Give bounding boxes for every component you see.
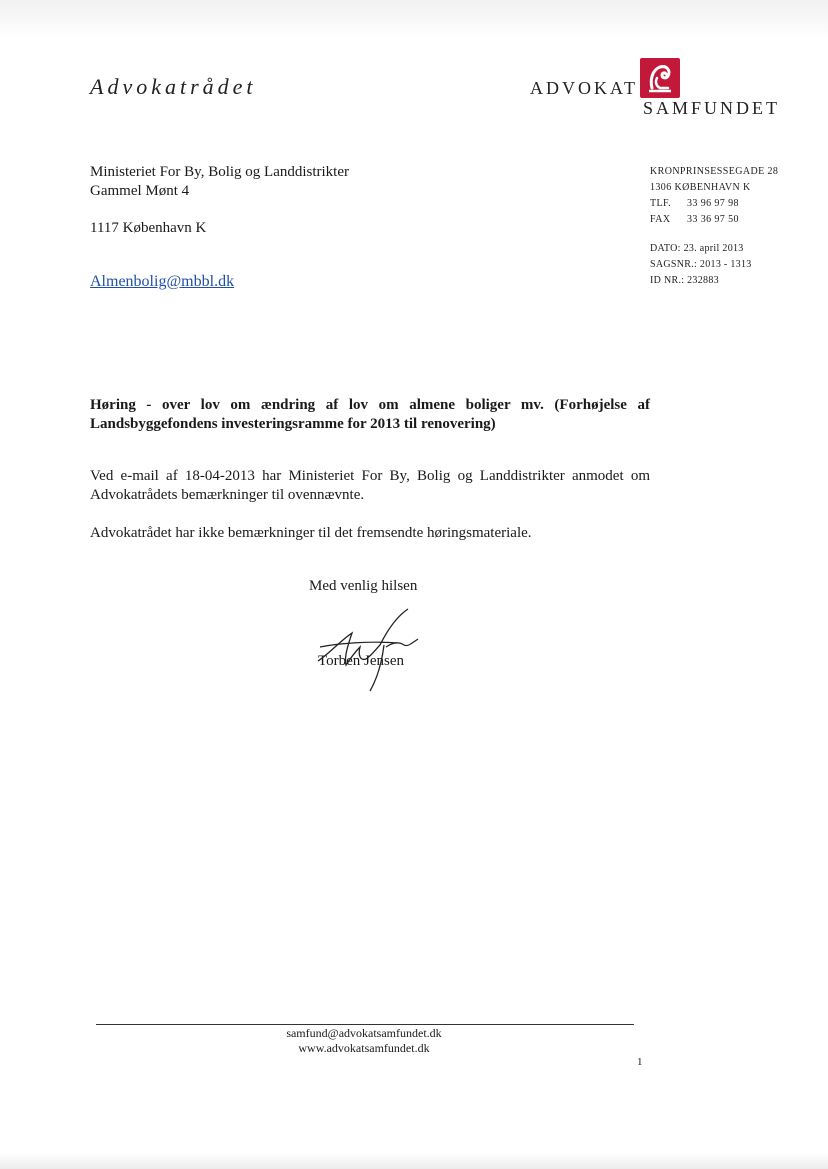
recipient-street: Gammel Mønt 4 xyxy=(90,183,190,199)
recipient-address xyxy=(90,163,349,201)
scan-shadow-top xyxy=(0,0,828,40)
sender-address xyxy=(650,164,778,228)
footer-email xyxy=(0,1026,828,1041)
sender-street: KRONPRINSESSEGADE 28 xyxy=(650,166,779,177)
id-number: ID NR.: 232883 xyxy=(650,275,719,286)
page-number: 1 xyxy=(637,1056,643,1068)
fax-label: FAX xyxy=(650,214,671,225)
phone-label: TLF. xyxy=(650,198,672,209)
body-paragraph-2: Advokatrådet har ikke bemærkninger til det fremsendte høringsmateriale. xyxy=(90,525,532,541)
footer-email-text: samfund@advokatsamfundet.dk xyxy=(286,1026,442,1040)
brand-name-bottom: SAMFUNDET xyxy=(643,98,781,118)
reference-block xyxy=(650,241,752,289)
footer-website xyxy=(0,1041,828,1056)
advokatsamfundet-logo-icon xyxy=(640,58,680,98)
sender-fax xyxy=(650,212,778,228)
signer-name: Torben Jensen xyxy=(318,653,405,669)
letter-date: DATO: 23. april 2013 xyxy=(650,243,744,254)
council-heading: Advokatrådet xyxy=(90,74,257,99)
footer-website-text: www.advokatsamfundet.dk xyxy=(298,1041,430,1055)
footer-divider xyxy=(96,1024,634,1025)
recipient-postal: 1117 København K xyxy=(90,220,207,236)
sender-phone xyxy=(650,196,778,212)
recipient-name: Ministeriet For By, Bolig og Landdistrikter xyxy=(90,164,350,180)
scan-shadow-bottom xyxy=(0,1153,828,1169)
fax-value: 33 36 97 50 xyxy=(687,214,739,225)
closing-greeting: Med venlig hilsen xyxy=(309,578,418,594)
handwritten-signature xyxy=(300,603,430,693)
case-number: SAGSNR.: 2013 - 1313 xyxy=(650,259,752,270)
brand-name-top: ADVOKAT xyxy=(530,78,638,98)
letter-subject: Høring - over lov om ændring af lov om almene boliger mv. (Forhøjelse af Landsbyggefondens investeringsramme for 2013 til renovering) xyxy=(90,397,650,432)
body-paragraph-1: Ved e-mail af 18-04-2013 har Ministeriet For By, Bolig og Landdistrikter anmodet om Advokatrådets bemærkninger til ovennævnte. xyxy=(90,468,650,503)
sender-city: 1306 KØBENHAVN K xyxy=(650,182,751,193)
recipient-email-link[interactable]: Almenbolig@mbbl.dk xyxy=(90,273,235,290)
phone-value: 33 96 97 98 xyxy=(687,198,739,209)
